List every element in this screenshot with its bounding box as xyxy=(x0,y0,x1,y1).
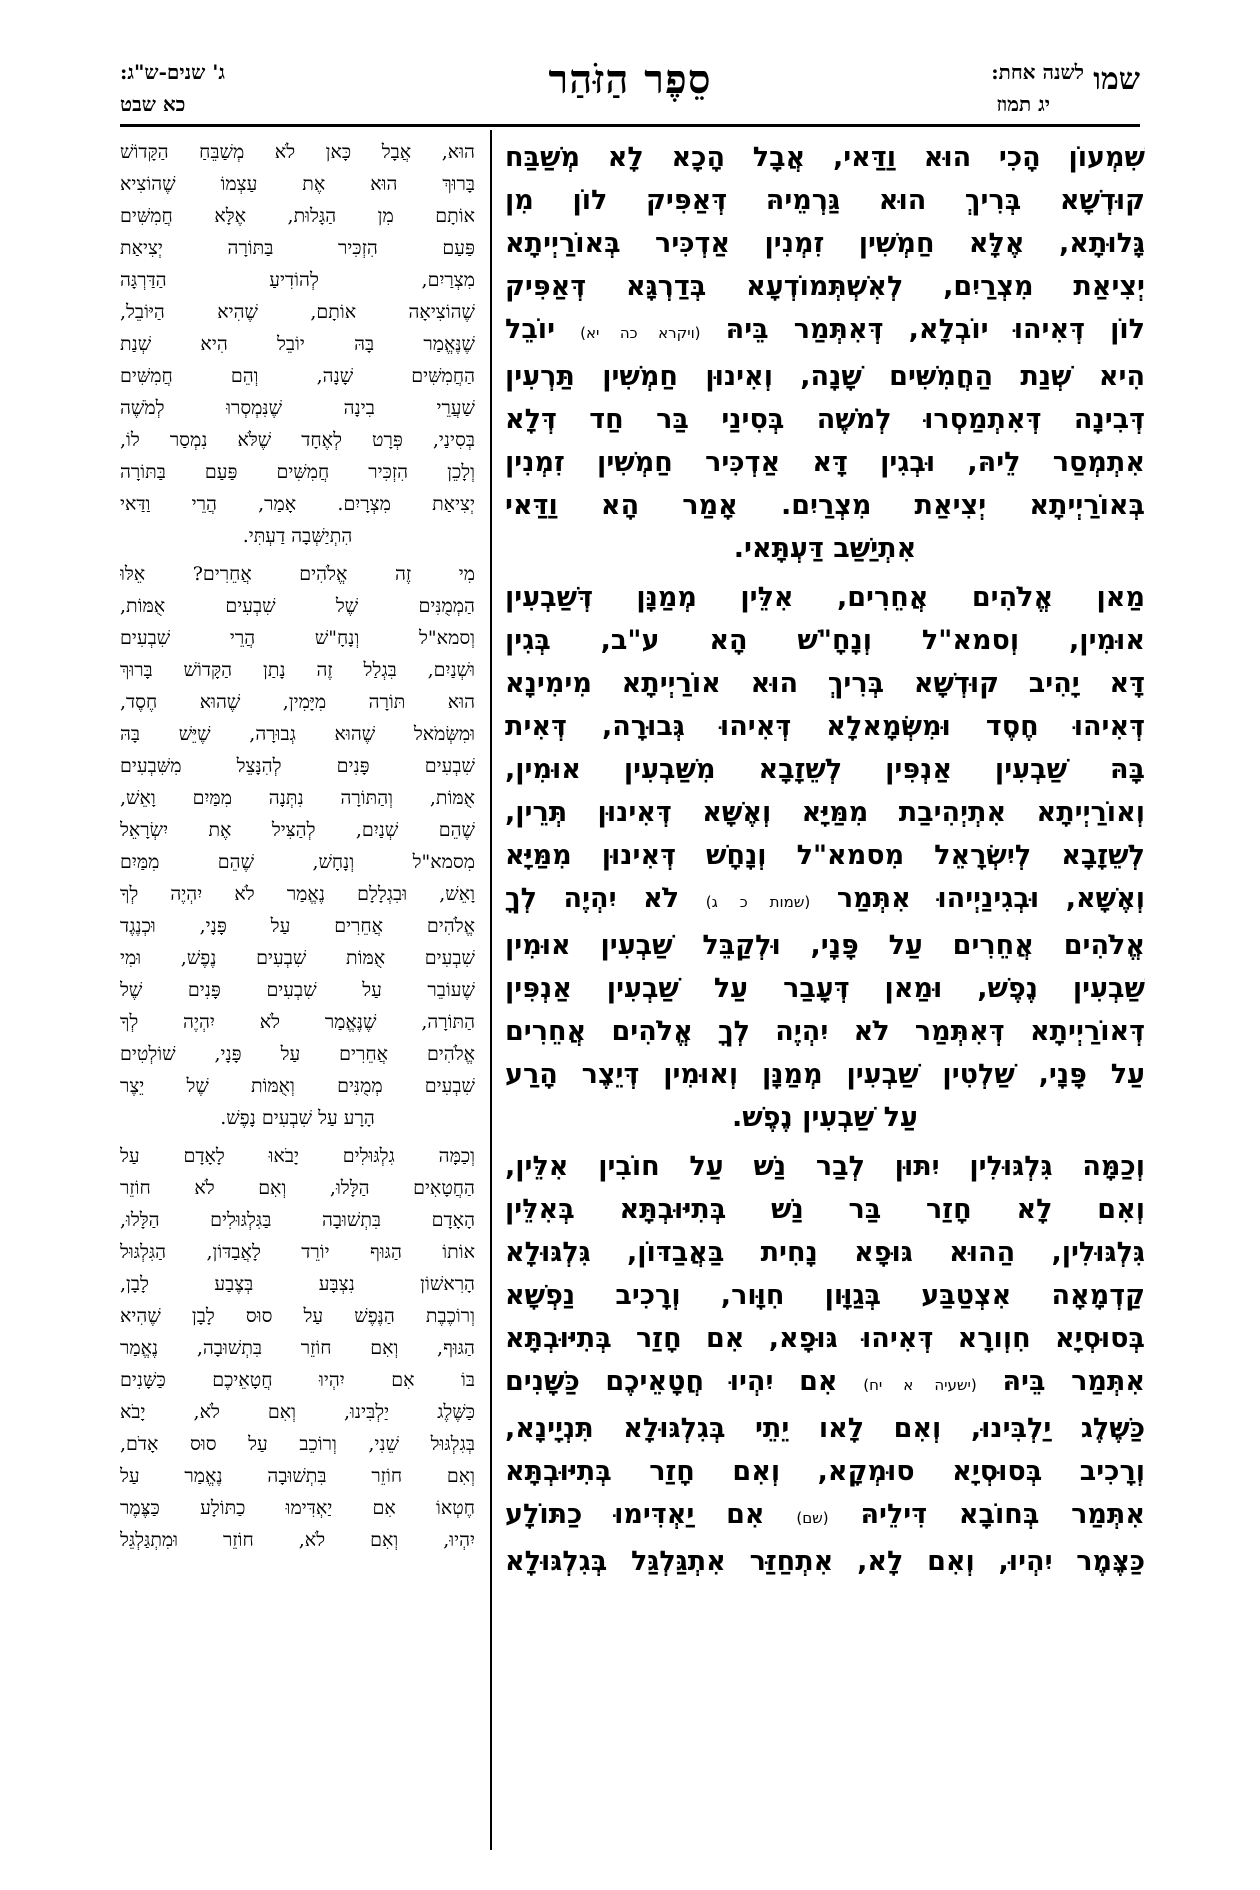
text-line: שִׁבְעִים פָּנִים לְהִנָּצֵל מִשִּׁבְעִים xyxy=(120,755,475,777)
text-line: בָּרוּךְ הוּא אֶת עַצְמוֹ שֶׁהוֹצִיא xyxy=(120,173,475,195)
text-segment: שִׁמְעוֹן הָכִי הוּא וַדַּאי, אֲבָל הָכָא לָא מְשַׁבַּח xyxy=(505,142,1145,173)
text-line xyxy=(505,1231,1145,1274)
hebrew-translation-column xyxy=(120,136,475,1562)
book-title: סֵפֶר הַזֹּהַר xyxy=(548,56,712,103)
text-segment: וְאוֹרַיְיתָא אִתְיְהִיבַת מִמַּיָּא וְאֶשָּׁא דְּאִינוּן תְּרֵין, xyxy=(505,797,1145,828)
text-line xyxy=(505,748,1145,791)
text-line: שַׁעֲרֵי בִינָה שֶׁנִּמְסְרוּ לְמֹשֶׁה xyxy=(120,397,475,419)
main-paragraph xyxy=(505,136,1145,570)
text-segment: קוּדְשָׁא בְּרִיךְ הוּא גַּרְמֵיהּ דְּאַפִּיק לוֹן מִן xyxy=(505,185,1145,216)
text-segment: אִם יַאְדִּימוּ כַתּוֹלָע xyxy=(505,1499,797,1530)
text-segment: וְרָכִיב בְּסוּסְיָא סוּמְקָא, וְאִם חָזַר בְּתִיּוּבְתָּא xyxy=(505,1456,1145,1487)
translation-paragraph xyxy=(120,1140,475,1556)
text-line: הַחֲטָאִים הַלָּלוּ, וְאִם לֹא חוֹזֵר xyxy=(120,1177,475,1199)
text-segment: יוֹבֵל xyxy=(505,314,581,345)
text-segment: אוּמִין, וְסמא"ל וְנָחָ"שׁ הָא ע"ב, בְּגִין xyxy=(505,625,1145,656)
text-segment: דְּבִינָה דְּאִתְמַסְרוּ לְמֹשֶׁה בְּסִינַי בַּר חַד דְּלָא xyxy=(505,404,1145,435)
text-line xyxy=(505,1360,1145,1407)
text-segment: עַל שַׁבְעִין נֶפֶשׁ. xyxy=(732,1102,918,1133)
text-line xyxy=(505,1450,1145,1493)
column-divider xyxy=(490,130,492,1850)
text-line xyxy=(505,924,1145,967)
text-line xyxy=(505,222,1145,265)
one-year-date: יג תמוז xyxy=(996,92,1050,116)
one-year-cycle-label: לשנה אחת: xyxy=(991,60,1084,84)
text-line: כַּשֶּׁלֶג יַלְבִּינוּ, וְאִם לֹא, יָבֹא xyxy=(120,1401,475,1423)
verse-reference: (שם) xyxy=(796,1509,829,1527)
text-line: אֱלֹהִים אֲחֵרִים עַל פָּנָי, וּכְנֶגֶד xyxy=(120,915,475,937)
text-line xyxy=(505,136,1145,179)
text-line: שֶׁנֶּאֱמַר בָּהּ יוֹבֵל הִיא שְׁנַת xyxy=(120,333,475,355)
text-line: אֻמּוֹת, וְהַתּוֹרָה נִתְּנָה מִמַּיִם וָאֵשׁ, xyxy=(120,787,475,809)
text-line xyxy=(505,967,1145,1010)
three-year-date: כא שבט xyxy=(120,92,186,116)
text-line xyxy=(505,834,1145,877)
verse-reference: (ישעיה א יח) xyxy=(863,1376,977,1394)
text-line: הָרִאשׁוֹן נִצְבָּע בְּצֶבַע לָבָן, xyxy=(120,1273,475,1295)
text-line xyxy=(505,355,1145,398)
text-segment: וְאֶשָּׁא, וּבְגִינַיְיהוּ אִתְּמַר xyxy=(810,883,1145,914)
text-line xyxy=(505,1145,1145,1188)
text-line: מִצְרַיִם, לְהוֹדִיעַ הַדַּרְגָּה xyxy=(120,269,475,291)
text-line xyxy=(505,619,1145,662)
translation-paragraph xyxy=(120,136,475,552)
main-paragraph xyxy=(505,1145,1145,1583)
text-line xyxy=(505,1096,1145,1139)
text-segment: בְּאוֹרַיְיתָא יְצִיאַת מִצְרַיִם. אָמַר הָא וַדַּאי xyxy=(505,490,1145,521)
three-year-cycle-label: ג' שנים-ש"ג: xyxy=(120,60,225,84)
text-segment: שַׁבְעִין נֶפֶשׁ, וּמַאן דְּעָבַר עַל שַׁבְעִין אַנְפִּין xyxy=(505,973,1145,1004)
text-line: וָאֵשׁ, וּבִגְלָלָם נֶאֱמַר לֹא יִהְיֶה לְךָ xyxy=(120,883,475,905)
text-segment: כַּשֶּׁלֶג יַלְבִּינוּ, וְאִם לָאו יֵתֵי בְּגִלְגּוּלָא תִּנְיָינָא, xyxy=(505,1413,1145,1444)
text-line: הָאָדָם בִּתְשׁוּבָה בַּגִּלְגּוּלִים הַלָּלוּ, xyxy=(120,1209,475,1231)
text-line: וּמִשְּׂמֹאל שֶׁהוּא גְבוּרָה, שֶׁיֵּשׁ בָּהּ xyxy=(120,723,475,745)
text-line: וְכַמָּה גִלְגּוּלִים יָבֹאוּ לָאָדָם עַל xyxy=(120,1145,475,1167)
text-line: שֶׁעוֹבֵר עַל שִׁבְעִים פָּנִים שֶׁל xyxy=(120,979,475,1001)
text-line xyxy=(505,877,1145,924)
text-segment: דְּאִיהוּ חֶסֶד וּמִשְּׂמָאלָא דְּאִיהוּ גְּבוּרָה, דְּאִית xyxy=(505,711,1145,742)
text-line: פַּעַם הִזְכִּיר בַּתּוֹרָה יְצִיאַת xyxy=(120,237,475,259)
text-segment: אֱלֹהִים אֲחֵרִים עַל פָּנָי, וּלְקַבֵּל שַׁבְעִין אוּמִין xyxy=(505,930,1145,961)
text-line: הִתְיַשְּׁבָה דַעְתִּי. xyxy=(242,525,353,547)
text-segment: לוֹן דְּאִיהוּ יוֹבְלָא, דְּאִתְּמַר בֵּיהּ xyxy=(700,314,1145,345)
text-line xyxy=(505,441,1145,484)
text-segment: לֹא יִהְיֶה לְךָ xyxy=(505,883,706,914)
text-line xyxy=(505,1493,1145,1540)
text-line: הָרָע עַל שִׁבְעִים נָפֶשׁ. xyxy=(220,1107,375,1129)
text-line: וְלָכֵן הִזְכִּיר חֲמִשִּׁים פַּעַם בַּתּוֹרָה xyxy=(120,461,475,483)
text-line: שֶׁהֵם שְׁנַיִם, לְהַצִּיל אֶת יִשְׂרָאֵל xyxy=(120,819,475,841)
text-segment: אִתְּמַר בֵּיהּ xyxy=(976,1366,1145,1397)
text-line: אוֹתוֹ הַגּוּף יוֹרֵד לָאֲבַדּוֹן, הַגִּלְגּוּל xyxy=(120,1241,475,1263)
text-line: וְסמא"ל וְנָחָ"שׁ הֲרֵי שִׁבְעִים xyxy=(120,627,475,649)
text-segment: בָּהּ שַׁבְעִין אַנְפִּין לְשֵׁזָבָא מִשַּׁבְעִין אוּמִין, xyxy=(505,754,1145,785)
text-line: יִהְיוּ, וְאִם לֹא, חוֹזֵר וּמִתְגַּלְגֵּל xyxy=(120,1529,475,1551)
text-segment: אִתְיַשַּׁב דַּעְתָּאי. xyxy=(733,533,917,564)
text-line: יְצִיאַת מִצְרָיִם. אָמַר, הֲרֵי וַדַּאי xyxy=(120,493,475,515)
text-line: וְאִם חוֹזֵר בִּתְשׁוּבָה נֶאֱמַר עַל xyxy=(120,1465,475,1487)
text-line: הַגּוּף, וְאִם חוֹזֵר בִּתְשׁוּבָה, נֶאֱמַר xyxy=(120,1337,475,1359)
text-segment: גִּלְגּוּלִין, הַהוּא גּוּפָא נָחִית בַּאֲבַדּוֹן, גִּלְגּוּלָא xyxy=(505,1237,1145,1268)
text-segment: גָּלוּתָא, אֶלָּא חַמְשִׁין זִמְנִין אַדְכִּיר בְּאוֹרַיְיתָא xyxy=(505,228,1145,259)
text-line xyxy=(505,662,1145,705)
text-line xyxy=(505,398,1145,441)
text-line xyxy=(505,1540,1145,1583)
text-line xyxy=(505,265,1145,308)
parsha-name: שמו xyxy=(1093,62,1140,97)
text-line xyxy=(505,576,1145,619)
main-paragraph xyxy=(505,576,1145,1139)
text-line: הַמְמֻנִּים שֶׁל שִׁבְעִים אֻמּוֹת, xyxy=(120,595,475,617)
text-segment: אִם יִהְיוּ חֲטָאֵיכֶם כַּשָּׁנִים xyxy=(505,1366,864,1397)
text-segment: אִתְמְסַר לֵיהּ, וּבְגִין דָּא אַדְכִּיר חַמְשִׁין זִמְנִין xyxy=(505,447,1145,478)
text-segment: וְאִם לָא חָזַר בַּר נַשׁ בְּתִיּוּבְתָּא בְּאִלֵּין xyxy=(505,1194,1145,1225)
text-line xyxy=(505,1407,1145,1450)
text-line: בְּסִינַי, פְּרָט לְאֶחָד שֶׁלֹּא נִמְסַר לוֹ, xyxy=(120,429,475,451)
text-line: אֱלֹהִים אֲחֵרִים עַל פָּנָי, שׁוֹלְטִים xyxy=(120,1043,475,1065)
text-segment: אִתְּמַר בְּחוֹבָא דִּילֵיהּ xyxy=(828,1499,1145,1530)
text-line: אוֹתָם מִן הַגָּלוּת, אֶלָּא חֲמִשִּׁים xyxy=(120,205,475,227)
verse-reference: (שמות כ ג) xyxy=(705,893,811,911)
text-line xyxy=(505,791,1145,834)
text-line xyxy=(505,1188,1145,1231)
text-segment: מַאן אֱלֹהִים אֲחֵרִים, אִלֵּין מְמַנָּן דְּשַׁבְעִין xyxy=(505,582,1145,613)
verse-reference: (ויקרא כה יא) xyxy=(580,324,701,342)
running-header xyxy=(120,48,1140,128)
text-line: הַתּוֹרָה, שֶׁנֶּאֱמַר לֹא יִהְיֶה לְךָ xyxy=(120,1011,475,1033)
text-line xyxy=(505,1274,1145,1317)
text-line: בְּגִלְגּוּל שֵׁנִי, וְרוֹכֵב עַל סוּס אָדֹם, xyxy=(120,1433,475,1455)
text-segment: עַל פָּנָי, שַׁלְטִין שַׁבְעִין מְמַנָּן וְאוּמִין דְּיֵצֶר הָרַע xyxy=(505,1059,1145,1090)
text-line xyxy=(505,705,1145,748)
text-segment: כַּצֶּמֶר יִהְיוּ, וְאִם לָא, אִתְחַזַּר אִתְגַּלְגַּל בְּגִלְגּוּלָא xyxy=(505,1546,1145,1577)
text-segment: בְּסוּסְיָא חִוְורָא דְּאִיהוּ גּוּפָא, אִם חָזַר בְּתִיּוּבְתָּא xyxy=(505,1323,1145,1354)
text-line: הַחֲמִשִּׁים שָׁנָה, וְהֵם חֲמִשִּׁים xyxy=(120,365,475,387)
text-segment: קַדְמָאָה אִצְטַבַּע בְּגַוָּון חִוָּור, וְרָכִיב נַפְשָׁא xyxy=(505,1280,1145,1311)
text-line xyxy=(505,308,1145,355)
text-line: הוּא תּוֹרָה מִיָּמִין, שֶׁהוּא חֶסֶד, xyxy=(120,691,475,713)
text-segment: וְכַמָּה גִּלְגּוּלִין יִתּוּן לְבַר נַשׁ עַל חוֹבִין אִלֵּין, xyxy=(505,1151,1145,1182)
text-line: מִסמא"ל וְנָחָשׁ, שֶׁהֵם מִמַּיִם xyxy=(120,851,475,873)
text-segment: דָּא יָהִיב קוּדְשָׁא בְּרִיךְ הוּא אוֹרַיְיתָא מִימִינָא xyxy=(505,668,1145,699)
text-line: שִׁבְעִים מְמֻנִּים וְאֻמּוֹת שֶׁל יֵצֶר xyxy=(120,1075,475,1097)
header-rule xyxy=(120,124,1140,127)
translation-paragraph xyxy=(120,558,475,1134)
text-line xyxy=(505,527,1145,570)
text-line: וְרוֹכֶבֶת הַנֶּפֶשׁ עַל סוּס לָבָן שֶׁהִיא xyxy=(120,1305,475,1327)
text-line: וּשְׁנַיִם, בִּגְלַל זֶה נָתַן הַקָּדוֹשׁ בָּרוּךְ xyxy=(120,659,475,681)
text-line: שֶׁהוֹצִיאָה אוֹתָם, שֶׁהִיא הַיּוֹבֵל, xyxy=(120,301,475,323)
text-line xyxy=(505,484,1145,527)
text-line xyxy=(505,1317,1145,1360)
text-line xyxy=(505,1010,1145,1053)
text-line: חֶטְאוֹ אִם יַאְדִּימוּ כַתּוֹלָע כַּצֶּמֶר xyxy=(120,1497,475,1519)
text-line xyxy=(505,179,1145,222)
text-line: בּוֹ אִם יִהְיוּ חֲטָאֵיכֶם כַּשָּׁנִים xyxy=(120,1369,475,1391)
text-segment: יְצִיאַת מִצְרַיִם, לְאִשְׁתְּמוֹדְעָא בְּדַרְגָּא דְּאַפִּיק xyxy=(505,271,1145,302)
text-line: שִׁבְעִים אֻמּוֹת שִׁבְעִים נֶפֶשׁ, וּמִי xyxy=(120,947,475,969)
text-segment: הִיא שְׁנַת הַחֲמִשִּׁים שָׁנָה, וְאִינוּן חַמְשִׁין תַּרְעִין xyxy=(505,361,1145,392)
aramaic-text-column xyxy=(505,136,1145,1589)
text-segment: לְשֵׁזָבָא לְיִשְׂרָאֵל מִסמא"ל וְנָחָשׁ דְּאִינוּן מִמַּיָּא xyxy=(505,840,1145,871)
text-line xyxy=(505,1053,1145,1096)
text-segment: דְּאוֹרַיְיתָא דְּאִתְּמַר לֹא יִהְיֶה לְךָ אֱלֹהִים אֲחֵרִים xyxy=(505,1016,1145,1047)
text-line: מִי זֶה אֱלֹהִים אֲחֵרִים? אֵלּוּ xyxy=(120,563,475,585)
text-line: הוּא, אֲבָל כָּאן לֹא מְשַׁבֵּחַ הַקָּדוֹשׁ xyxy=(120,141,475,163)
